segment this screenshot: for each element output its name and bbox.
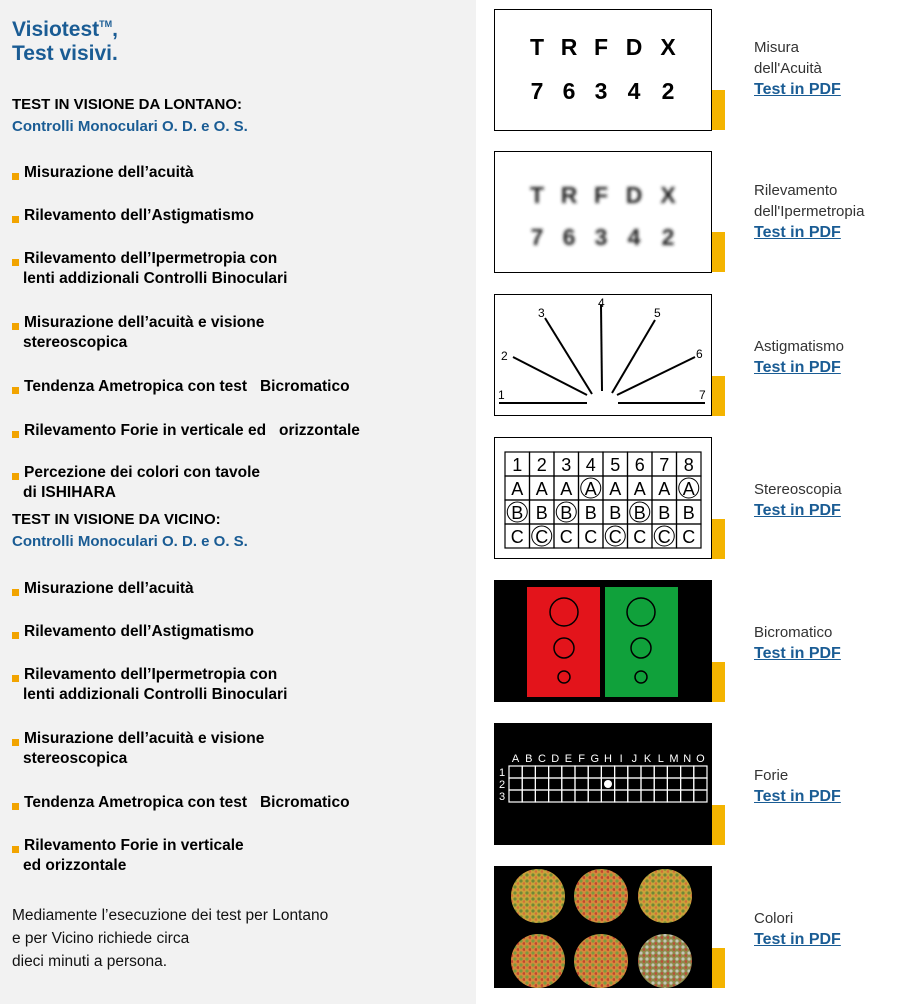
phoria-row-label: 1 [499,767,506,779]
fan-line [513,357,587,395]
acuity-letter: R [560,34,578,60]
hyperopia-pdf-link[interactable]: Test in PDF [754,224,841,241]
bullet-icon [12,846,19,853]
phoria-col-label: N [683,753,692,765]
phoria-cell [628,778,641,790]
bullet-icon [12,473,19,480]
stereo-cell-text: 7 [659,455,670,475]
fan-label: 5 [654,306,661,320]
phoria-cell [588,778,601,790]
bullet-icon [12,323,19,330]
bullet-icon [12,739,19,746]
caption-stereoscopy: Stereoscopia Test in PDF [754,481,842,519]
tab-marker [712,232,725,272]
duration-note: Mediamente l’esecuzione dei test per Lontano e per Vicino richiede circa dieci minuti a persona. [12,907,329,970]
phoria-pdf-link[interactable]: Test in PDF [754,788,841,805]
phoria-col-label: F [578,753,585,765]
phoria-cell [535,766,548,778]
tab-marker [712,376,725,416]
color-plates-image [494,866,712,988]
stereo-cell-text: B [609,503,622,523]
phoria-cell [522,778,535,790]
fan-label: 6 [696,347,703,361]
stereo-cell-text: C [559,527,573,547]
stereo-cell-text: A [511,479,524,499]
stereo-cell-text: B [535,503,548,523]
stereo-cell-text: A [682,479,695,499]
acuity-letter: D [625,34,643,60]
stereo-cell-text: B [633,503,646,523]
stereo-cell-text: A [584,479,597,499]
stereo-cell-text: 5 [610,455,621,475]
phoria-cell [601,766,614,778]
phoria-col-label: H [604,753,612,765]
near-item-bichromatic: Tendenza Ametropica con test Bicromatico [12,793,350,813]
acuity-letter: F [593,34,609,60]
stereo-cell-text: 2 [536,455,547,475]
stereo-cell-text: A [658,479,671,499]
phoria-col-label: J [631,753,638,765]
phoria-cell [667,790,680,802]
stereo-cell-text: 1 [512,455,523,475]
phoria-row-label: 2 [499,779,506,791]
acuity-digit: 7 [530,78,544,104]
bichromatic-chart-image [494,580,712,702]
phoria-cell [549,766,562,778]
stereo-cell-text: A [633,479,646,499]
caption-acuity: Misura dell'Acuità Test in PDF [754,39,841,98]
fan-label: 2 [501,349,508,363]
far-item-bichromatic: Tendenza Ametropica con test Bicromatico [12,377,350,397]
phoria-cell [615,790,628,802]
blurred-digit: 2 [661,224,675,250]
phoria-cell [575,766,588,778]
stereo-cell-text: C [682,527,696,547]
tab-marker [712,662,725,702]
ishihara-plate [574,934,628,988]
acuity-digit: 2 [661,78,675,104]
acuity-letter: X [660,34,676,60]
far-item-colors: Percezione dei colori con tavole di ISHIHARA [12,463,260,503]
fan-line [612,320,655,393]
far-item-phoria: Rilevamento Forie in verticale ed orizzontale [12,421,360,441]
stereo-cell-text: C [608,527,622,547]
phoria-cell [681,766,694,778]
page-title: Visiotest™, Test visivi. [12,18,118,65]
red-panel [527,587,600,697]
phoria-cell [562,778,575,790]
phoria-cell [562,790,575,802]
phoria-col-label: O [696,753,705,765]
hyperopia-chart-image [494,151,712,273]
caption-phoria: Forie Test in PDF [754,767,841,805]
phoria-cell [522,790,535,802]
far-item-hyperopia: Rilevamento dell’Ipermetropia con lenti addizionali Controlli Binoculari [12,249,287,289]
bullet-icon [12,589,19,596]
blurred-digit: 6 [562,224,576,250]
ishihara-plate [511,869,565,923]
phoria-cell [628,766,641,778]
bullet-icon [12,803,19,810]
blurred-digit: 7 [530,224,544,250]
phoria-cell [509,790,522,802]
phoria-cell [535,778,548,790]
caption-astigmatism: Astigmatismo Test in PDF [754,338,845,376]
stereo-cell-text: A [535,479,548,499]
tab-marker [712,805,725,845]
stereo-cell-text: B [560,503,573,523]
acuity-digit: 3 [594,78,608,104]
stereo-cell-text: C [510,527,524,547]
phoria-cell [575,778,588,790]
tab-marker [712,519,725,559]
blurred-letter: D [625,182,643,208]
far-item-acuity: Misurazione dell’acuità [12,163,194,183]
caption-bichromatic: Bicromatico Test in PDF [754,624,841,662]
far-item-stereo: Misurazione dell’acuità e visione stereoscopica [12,313,264,353]
phoria-cell [615,766,628,778]
phoria-cell [588,790,601,802]
phoria-chart-image [494,723,712,845]
bullet-icon [12,431,19,438]
phoria-col-label: A [511,753,520,765]
blurred-digit: 4 [627,224,641,250]
near-item-hyperopia: Rilevamento dell’Ipermetropia con lenti addizionali Controlli Binoculari [12,665,287,705]
caption-colors: Colori Test in PDF [754,910,841,948]
stereo-cell-text: C [657,527,671,547]
stereo-cell-text: C [633,527,647,547]
stereo-cell-text: 3 [561,455,572,475]
blurred-letter: F [593,182,609,208]
far-item-astigmatism: Rilevamento dell’Astigmatismo [12,206,254,226]
acuity-digit: 6 [562,78,576,104]
phoria-col-label: K [643,753,652,765]
near-item-acuity: Misurazione dell’acuità [12,579,194,599]
phoria-col-label: B [525,753,533,765]
near-item-stereo: Misurazione dell’acuità e visione stereoscopica [12,729,264,769]
stereo-cell-text: A [609,479,622,499]
acuity-chart-image [494,9,712,131]
ishihara-plate [638,869,692,923]
phoria-cell [562,766,575,778]
phoria-col-label: D [551,753,560,765]
phoria-cell [549,778,562,790]
phoria-cell [667,766,680,778]
phoria-col-label: M [669,753,679,765]
blurred-letter: T [529,182,545,208]
phoria-cell [641,778,654,790]
near-item-astigmatism: Rilevamento dell’Astigmatismo [12,622,254,642]
near-heading: TEST IN VISIONE DA VICINO: [12,511,221,528]
phoria-cell [654,790,667,802]
bullet-icon [12,216,19,223]
phoria-cell [535,790,548,802]
phoria-cell [549,790,562,802]
phoria-cell [681,790,694,802]
acuity-digit: 4 [627,78,641,104]
phoria-cell [694,790,707,802]
stereo-cell-text: A [560,479,573,499]
acuity-letter: T [529,34,545,60]
stereo-cell-text: 8 [683,455,694,475]
near-item-phoria: Rilevamento Forie in verticale ed orizzontale [12,836,244,876]
phoria-grid [495,724,713,846]
phoria-cell [588,766,601,778]
bullet-icon [12,259,19,266]
phoria-cell [694,766,707,778]
ishihara-plate [638,934,692,988]
fan-line [601,305,602,391]
phoria-col-label: C [538,753,546,765]
near-subheading: Controlli Monoculari O. D. e O. S. [12,533,248,550]
phoria-row-label: 3 [499,791,506,803]
blurred-letter: R [560,182,578,208]
phoria-cell [654,766,667,778]
phoria-cell [522,766,535,778]
bullet-icon [12,387,19,394]
phoria-cell [641,790,654,802]
fan-label: 7 [699,388,706,402]
tab-marker [712,90,725,130]
stereo-cell-text: C [584,527,598,547]
stereo-cell-text: 4 [585,455,596,475]
phoria-cell [654,778,667,790]
far-heading: TEST IN VISIONE DA LONTANO: [12,96,243,113]
phoria-cell [681,778,694,790]
stereoscopy-chart-image [494,437,712,559]
fan-label: 3 [538,306,545,320]
phoria-cell [509,766,522,778]
blurred-digit: 3 [594,224,608,250]
bichromatic-pdf-link[interactable]: Test in PDF [754,645,841,662]
astigmatism-chart-image [494,294,712,416]
blurred-letter: X [660,182,676,208]
acuity-pdf-link[interactable]: Test in PDF [754,81,841,98]
phoria-cell [641,766,654,778]
stereo-cell-text: 6 [634,455,645,475]
bullet-icon [12,675,19,682]
phoria-col-label: I [619,753,623,765]
phoria-cell [575,790,588,802]
phoria-cell [615,778,628,790]
stereo-cell-text: B [584,503,597,523]
phoria-col-label: E [564,753,573,765]
phoria-cell [628,790,641,802]
ishihara-plate [574,869,628,923]
phoria-cell [509,778,522,790]
phoria-cell [694,778,707,790]
stereo-cell-text: B [511,503,524,523]
stereo-grid [495,438,713,560]
fan-line [545,318,592,394]
ishihara-plate [511,934,565,988]
stereo-cell-text: B [682,503,695,523]
fan-label: 1 [498,388,505,402]
stereo-cell-text: B [658,503,671,523]
bullet-icon [12,173,19,180]
colors-pdf-link[interactable]: Test in PDF [754,931,841,948]
phoria-cell [601,790,614,802]
far-subheading: Controlli Monoculari O. D. e O. S. [12,118,248,135]
phoria-col-label: G [590,753,600,765]
caption-hyperopia: Rilevamento dell'Ipermetropia Test in PDF [754,182,865,241]
phoria-marker [604,780,612,788]
tab-marker [712,948,725,988]
fan-label: 4 [598,296,605,310]
stereoscopy-pdf-link[interactable]: Test in PDF [754,502,841,519]
green-panel [605,587,678,697]
bullet-icon [12,632,19,639]
stereo-cell-text: C [535,527,549,547]
astigmatism-pdf-link[interactable]: Test in PDF [754,359,841,376]
phoria-col-label: L [657,753,664,765]
phoria-cell [667,778,680,790]
